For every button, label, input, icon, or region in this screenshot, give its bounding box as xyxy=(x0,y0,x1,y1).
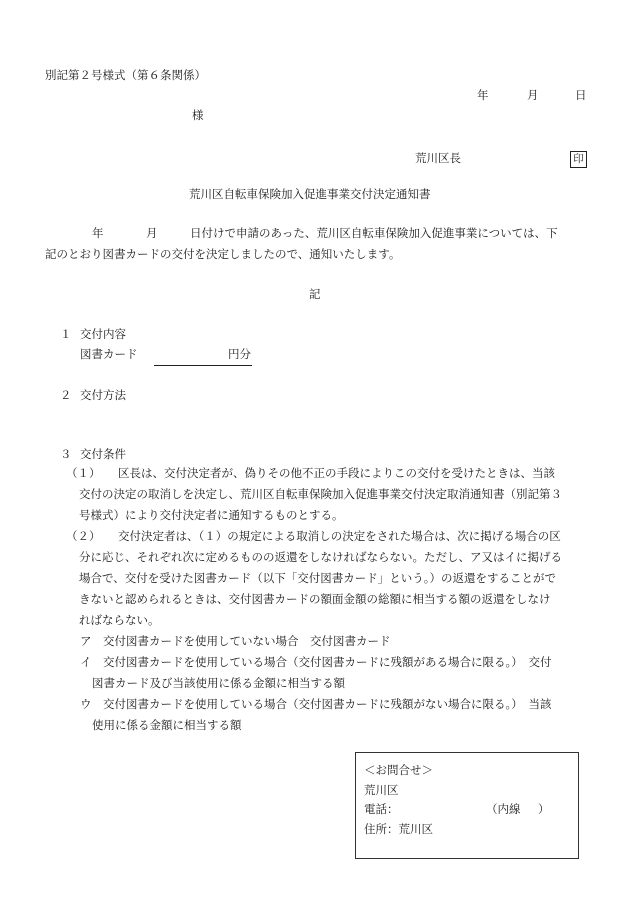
case-i-line2: 図書カード及び当該使用に係る金額に相当する額 xyxy=(92,676,345,690)
clause2-line1: 交付決定者は、（１）の規定による取消しの決定をされた場合は、次に掲げる場合の区 xyxy=(118,529,561,543)
clause1-line1: 区長は、交付決定者が、偽りその他不正の手段によりこの交付を受けたときは、当該 xyxy=(118,466,555,480)
clause1-number: （１） xyxy=(66,466,101,480)
clause2-line5: ればならない。 xyxy=(79,613,160,627)
contact-address: 住所：荒川区 xyxy=(364,822,433,836)
form-reference: 別記第２号様式（第６条関係） xyxy=(45,68,206,82)
section3-heading: 交付条件 xyxy=(80,447,126,461)
section1-item-label: 図書カード xyxy=(80,347,138,361)
addressee-suffix: 様 xyxy=(192,108,204,122)
contact-title: ＜お問合せ＞ xyxy=(364,763,433,777)
date-day: 日 xyxy=(575,88,587,102)
case-u-line1: ウ 交付図書カードを使用している場合（交付図書カードに残額がない場合に限る。） 当該 xyxy=(80,697,552,711)
clause2-line4: きないと認められるときは、交付図書カードの額面金額の総額に相当する額の返還をしなけ xyxy=(79,592,551,606)
intro-line2: 記のとおり図書カードの交付を決定しましたので、通知いたします。 xyxy=(45,247,401,261)
clause2-number: （２） xyxy=(66,529,101,543)
section1-number: １ xyxy=(60,327,72,341)
contact-office: 荒川区 xyxy=(364,783,399,797)
section3-number: ３ xyxy=(60,447,72,461)
date-year: 年 xyxy=(477,88,489,102)
contact-phone-label: 電話： xyxy=(364,802,399,816)
issuer-name: 荒川区長 xyxy=(415,151,461,165)
intro-line1-tail: 日付けで申請のあった、荒川区自転車保険加入促進事業については、下 xyxy=(190,226,558,240)
clause1-line2: 交付の決定の取消しを決定し、荒川区自転車保険加入促進事業交付決定取消通知書（別記第３ xyxy=(79,487,562,501)
case-a-line1: ア 交付図書カードを使用していない場合 交付図書カード xyxy=(80,634,391,648)
clause2-line2: 分に応じ、それぞれ次に定めるものの返還をしなければならない。ただし、ア又はイに掲げる xyxy=(79,550,562,564)
case-i-line1: イ 交付図書カードを使用している場合（交付図書カードに残額がある場合に限る。） 交付 xyxy=(80,655,552,669)
document-title: 荒川区自転車保険加入促進事業交付決定通知書 xyxy=(189,187,431,201)
intro-year: 年 xyxy=(92,226,104,240)
section2-heading: 交付方法 xyxy=(80,388,126,402)
date-month: 月 xyxy=(527,88,539,102)
section1-heading: 交付内容 xyxy=(80,327,126,341)
amount-blank-line xyxy=(154,365,252,366)
contact-extension-close: ） xyxy=(538,802,550,816)
section2-number: ２ xyxy=(60,388,72,402)
case-u-line2: 使用に係る金額に相当する額 xyxy=(92,718,242,732)
ki-heading: 記 xyxy=(309,287,321,301)
clause1-line3: 号様式）により交付決定者に通知するものとする。 xyxy=(79,508,344,522)
seal-mark: 印 xyxy=(570,151,587,168)
contact-extension-label: （内線 xyxy=(486,802,521,816)
intro-month: 月 xyxy=(146,226,158,240)
clause2-line3: 場合で、交付を受けた図書カード（以下「交付図書カード」という。）の返還をすることがで xyxy=(79,571,557,585)
section1-unit: 円分 xyxy=(228,347,251,361)
